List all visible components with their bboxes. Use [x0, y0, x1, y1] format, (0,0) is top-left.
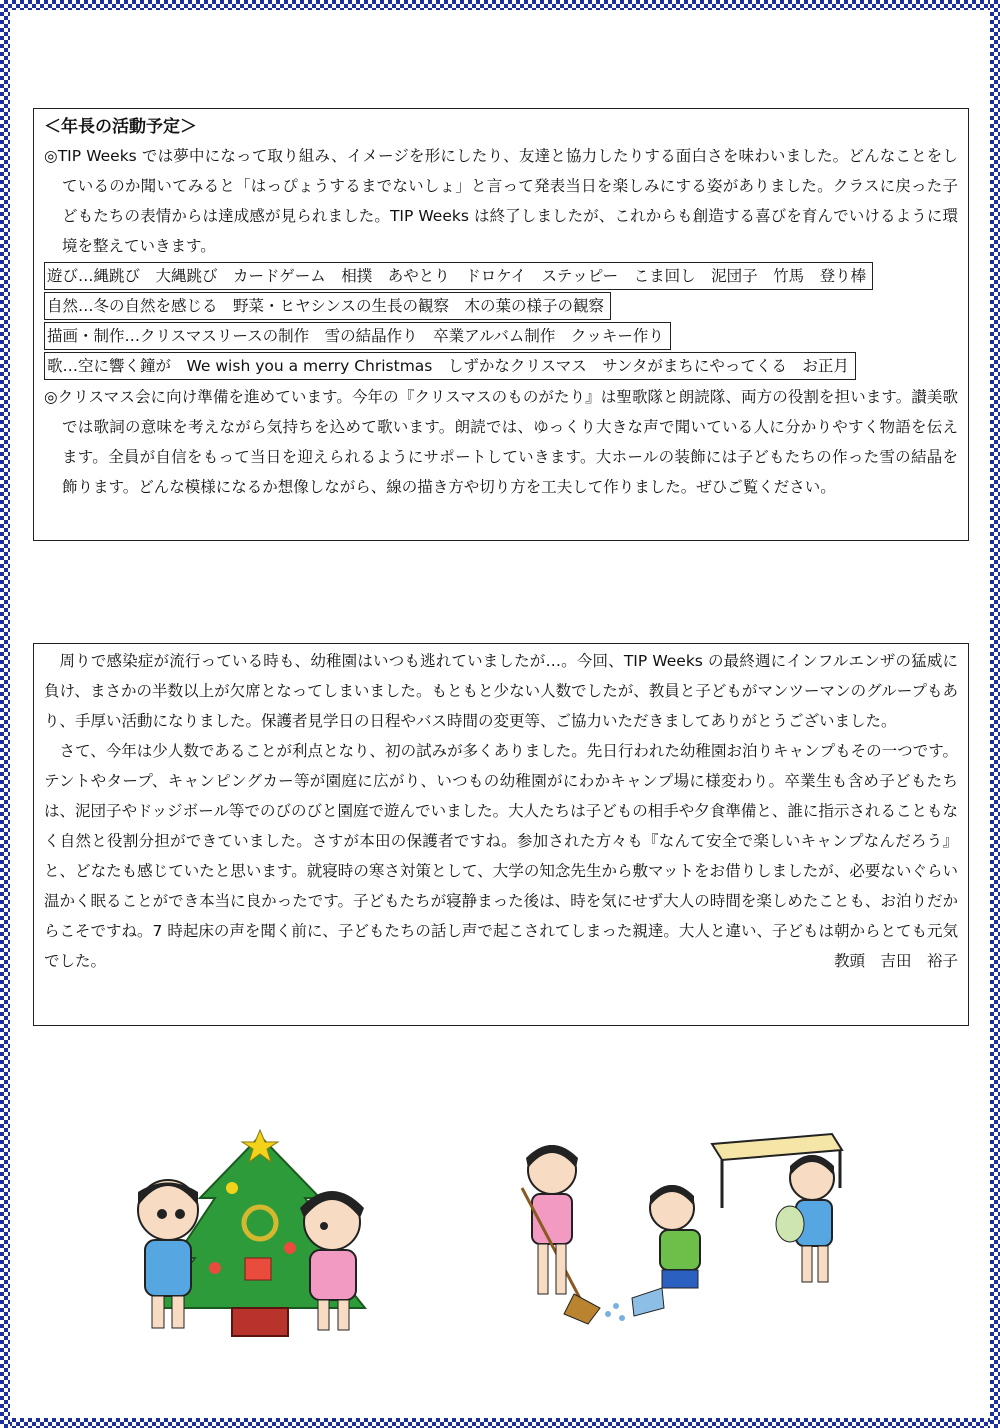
boy-with-dustpan-icon: [605, 1185, 700, 1321]
cleaning-children-illustration: [512, 1128, 872, 1328]
decorative-border-left: [0, 0, 10, 1428]
boy-with-trash-bag-icon: [776, 1155, 834, 1282]
camp-text: さて、今年は少人数であることが利点となり、初の試みが多くありました。先日行われた幼稚園お泊りキャンプもその一つです。テントやタープ、キャンピングカー等が園庭に広がり、いつもの幼稚園がにわかキャンプ場に様変わり。卒業生も含め子どもたちは、泥団子やドッジボール等でのびのびと園庭で遊んでいました。大人たちは子どもの相手や夕食準備と、誰に指示されることもなく自然と役割分担ができていました。さすが本田の保護者ですね。参加された方々も『なんて安全で楽しいキャンプなんだろう』と、どなたも感じていたと思います。就寝時の寒さ対策として、大学の知念先生から敷マットをお借りしましたが、必要ないぐらい温かく眠ることができ本当に良かったです。子どもたちが寝静まった後は、時を気にせず大人の時間を楽しめたことも、お泊りだからこそですね。7 時起床の声を聞く前に、子どもたちの話し声で起こされてしまった親達。大人と違い、子どもは朝からとても元気でした。: [44, 742, 958, 970]
girl-icon: [300, 1191, 364, 1330]
signature: 教頭 吉田 裕子: [833, 952, 958, 970]
christmas-tree-illustration: [120, 1118, 380, 1338]
activity-art: 描画・制作…クリスマスリースの制作 雪の結晶作り 卒業アルバム制作 クッキー作り: [44, 322, 671, 350]
girl-with-broom-icon: [522, 1145, 600, 1324]
activity-songs: 歌…空に響く鐘が We wish you a merry Christmas しずかなクリスマス サンタがまちにやってくる お正月: [44, 352, 856, 380]
vice-principal-message-box: [33, 643, 969, 1026]
section-heading: ＜年長の活動予定＞: [44, 117, 197, 137]
christmas-paragraph: ◎クリスマス会に向け準備を進めています。今年の『クリスマスのものがたり』は聖歌隊と朗読隊、両方の役割を担います。讃美歌では歌詞の意味を考えながら気持ちを込めて歌います。朗読では、ゆっくり大きな声で聞いている人に分かりやすく物語を伝えます。全員が自信をもって当日を迎えられるようにサポートしていきます。大ホールの装飾には子どもたちの作った雪の結晶を飾ります。どんな模様になるか想像しながら、線の描き方や切り方を工夫して作りました。ぜひご覧ください。: [44, 388, 958, 496]
decorative-border-top: [0, 0, 1000, 10]
influenza-paragraph: 周りで感染症が流行っている時も、幼稚園はいつも逃れていましたが…。今回、TIP Weeks の最終週にインフルエンザの猛威に負け、まさかの半数以上が欠席となってしまいました。もともと少ない人数でしたが、教員と子どもがマンツーマンのグループもあり、手厚い活動になりました。保護者見学日の日程やバス時間の変更等、ご協力いただきましてありがとうございました。: [44, 652, 958, 730]
senior-class-activity-box: [33, 108, 969, 541]
decorative-border-right: [990, 0, 1000, 1428]
decorative-border-bottom: [0, 1418, 1000, 1428]
camp-paragraph: [44, 736, 958, 976]
activity-play: 遊び…縄跳び 大縄跳び カードゲーム 相撲 あやとり ドロケイ ステッピー こま回し 泥団子 竹馬 登り棒: [44, 262, 873, 290]
pot-icon: [232, 1308, 288, 1336]
activity-nature: 自然…冬の自然を感じる 野菜・ヒヤシンスの生長の観察 木の葉の様子の観察: [44, 292, 611, 320]
tip-weeks-paragraph: ◎TIP Weeks では夢中になって取り組み、イメージを形にしたり、友達と協力したりする面白さを味わいました。どんなことをしているのか聞いてみると「はっぴょうするまでないしょ」と言って発表当日を楽しみにする姿がありました。クラスに戻った子どもたちの表情からは達成感が見られました。TIP Weeks は終了しましたが、これからも創造する喜びを育んでいけるように環境を整えていきます。: [44, 147, 958, 255]
